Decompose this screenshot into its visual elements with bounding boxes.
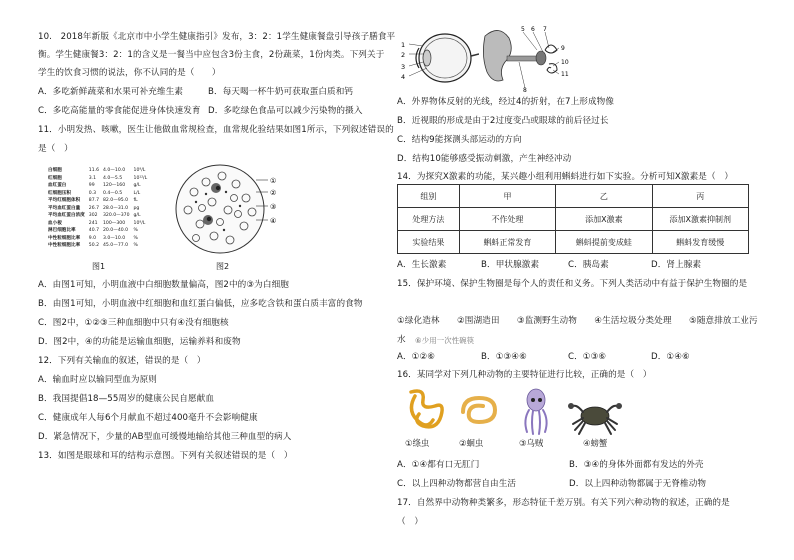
- crab-image: [567, 394, 623, 436]
- lab-cell: 50.2: [88, 243, 99, 248]
- q11-option-d: D．图2中，④的功能是运输血细胞，运输养料和废物: [38, 337, 241, 347]
- lab-cell: g/L: [133, 183, 141, 188]
- lab-row: [46, 220, 149, 228]
- fig2-label-3: ③: [270, 203, 277, 211]
- q10-stem-line-2: 衡。学生健康餐3：2：1的含义是一餐当中应包含3份主食，2份蔬菜，1份肉类。下列关于: [38, 50, 385, 60]
- lab-row: [46, 227, 149, 235]
- animal-caption-squid: ③乌贼: [519, 438, 544, 448]
- lab-cell: 中性粒细胞比率: [48, 235, 81, 241]
- q11-stem-line-2: 是（ ）: [38, 144, 73, 154]
- fig2-label-1: ①: [270, 177, 277, 185]
- lab-cell: 红细胞: [48, 175, 62, 181]
- ear-label-5: 5: [521, 26, 525, 33]
- lab-cell: 0.3: [88, 190, 97, 196]
- lab-cell: 10¹²/L: [133, 175, 148, 181]
- q14-table-cell: 不作处理: [459, 208, 555, 231]
- q15-items-line-2b: ⑥少用一次性碗筷: [415, 336, 475, 345]
- q10-option-d: D．多吃绿色食品可以减少污染物的摄入: [208, 106, 363, 116]
- lab-cell: 87.7: [88, 198, 99, 203]
- q16-option-d: D．以上四种动物都属于无脊椎动物: [569, 479, 707, 489]
- q14-table-row: [398, 231, 749, 254]
- eye-diagram: [399, 28, 479, 86]
- lab-cell: %: [133, 228, 138, 233]
- q17-stem-line-1: 17．自然界中动物种类繁多，形态特征千差万别。有关下列六种动物的叙述，正确的是: [397, 498, 730, 508]
- q11-option-c: C．图2中，①②③三种血细胞中只有④没有细胞核: [38, 318, 229, 328]
- lab-row: [46, 242, 149, 250]
- lab-cell: fL: [133, 198, 138, 203]
- q13-stem: 13．如图是眼球和耳的结构示意图。下列有关叙述错误的是（ ）: [38, 451, 293, 461]
- q14-table-cell: 实验结果: [398, 231, 460, 254]
- lab-cell: 320.0—370: [103, 213, 130, 218]
- lab-cell: 40.7: [88, 228, 99, 233]
- q14-table-cell: 组别: [398, 185, 460, 208]
- lab-cell: %: [133, 243, 138, 248]
- ear-label-6: 6: [531, 26, 535, 33]
- eye-label-1: 1: [401, 41, 406, 49]
- lab-cell: 血小板: [48, 220, 62, 226]
- lab-cell: 20.0—40.0: [103, 228, 129, 233]
- q10-stem-line-1: 10. 2018年新版《北京市中小学生健康指引》发布，3：2：1学生健康餐盘引导孩子膳食平: [38, 32, 396, 42]
- blood-test-table: [46, 167, 149, 250]
- q14-option-d: D．肾上腺素: [651, 260, 702, 270]
- q12-option-c: C．健康成年人每6个月献血不超过400毫升不会影响健康: [38, 413, 258, 423]
- ear-label-7: 7: [543, 26, 547, 33]
- q14-option-b: B．甲状腺激素: [481, 260, 540, 270]
- q17-stem-line-2: （ ）: [397, 517, 424, 527]
- q11-stem-line-1: 11．小明发热、咳嗽，医生让他做血常规检查，血常规化验结果如图1所示，下列叙述错误的: [38, 125, 394, 135]
- eye-label-4: 4: [401, 73, 406, 81]
- q16-stem: 16．某同学对下列几种动物的主要特征进行比较，正确的是（ ）: [397, 370, 652, 380]
- lab-cell: %: [133, 235, 138, 241]
- lab-cell: 白细胞: [48, 168, 62, 173]
- squid-image: [515, 386, 557, 436]
- lab-cell: 26.7: [88, 205, 99, 211]
- q15-items-line-2a: 水: [397, 335, 406, 345]
- lab-cell: 45.0—77.0: [103, 243, 129, 248]
- q15-option-b: B．①③④⑥: [481, 352, 527, 362]
- q14-table-cell: 处理方法: [398, 208, 460, 231]
- q10-option-a: A．多吃新鲜蔬菜和水果可补充维生素: [38, 87, 184, 97]
- lab-cell: 平均血红蛋白浓度: [48, 213, 85, 218]
- eye-label-2: 2: [401, 51, 406, 59]
- q14-table-cell: 蝌蚪提前变成蛙: [556, 231, 652, 254]
- q15-items-line-1: ①绿化造林 ②围湖造田 ③监测野生动物 ④生活垃圾分类处理 ⑤随意排放工业污: [397, 316, 758, 326]
- q14-table-cell: 甲: [459, 185, 555, 208]
- ear-label-8: 8: [523, 87, 527, 92]
- q11-option-a: A．由图1可知，小明血液中白细胞数量偏高，图2中的③为白细胞: [38, 280, 289, 290]
- q14-stem: 14．为探究X激素的功能，某兴趣小组利用蝌蚪进行如下实验。分析可知X激素是（ ）: [397, 172, 734, 182]
- q13-option-a: A．外界物体反射的光线，经过4的折射，在7上形成物像: [397, 97, 615, 107]
- lab-row: [46, 205, 149, 213]
- q14-table-cell: 添加X激素: [556, 208, 652, 231]
- lab-cell: 平均红细胞体积: [48, 198, 81, 203]
- q15-option-d: D．①④⑥: [651, 352, 690, 362]
- q13-option-b: B．近视眼的形成是由于2过度变凸或眼球的前后径过长: [397, 116, 609, 126]
- blood-smear-figure: [172, 162, 282, 257]
- lab-cell: 3.0—10.0: [103, 235, 126, 241]
- lab-cell: 中性粒细胞比率: [48, 243, 81, 248]
- lab-cell: 302: [88, 213, 98, 218]
- q15-stem: 15．保护环境、保护生物圈是每个人的责任和义务。下列人类活动中有益于保护生物圈的是: [397, 279, 748, 289]
- q12-option-a: A．输血时应以输同型血为原则: [38, 375, 157, 385]
- q16-option-b: B．③④的身体外面都有发达的外壳: [569, 460, 704, 470]
- lab-cell: 120—160: [103, 183, 126, 188]
- ear-diagram: [479, 26, 575, 92]
- lab-row: [46, 235, 149, 243]
- lab-cell: 血红蛋白: [48, 183, 67, 188]
- lab-cell: 10⁹/L: [133, 220, 146, 226]
- q14-table-cell: 添加X激素抑制剂: [652, 208, 748, 231]
- q10-option-c: C．多吃高能量的零食能促进身体快速发育: [38, 106, 201, 116]
- lab-cell: 淋巴细胞比率: [48, 228, 76, 233]
- roundworm-image: [455, 392, 503, 430]
- lab-cell: 99: [88, 183, 95, 188]
- animal-caption-crab: ④螃蟹: [583, 438, 608, 448]
- q14-option-a: A．生长激素: [397, 260, 447, 270]
- ear-label-11: 11: [561, 71, 569, 78]
- q16-option-c: C．以上四种动物都营自由生活: [397, 479, 517, 489]
- q14-option-c: C．胰岛素: [568, 260, 609, 270]
- ear-label-9: 9: [561, 45, 565, 52]
- q14-experiment-table: [397, 184, 749, 254]
- lab-row: [46, 212, 149, 220]
- lab-cell: 10⁹/L: [133, 168, 146, 173]
- q14-table-cell: 乙: [556, 185, 652, 208]
- q13-option-c: C．结构9能探测头部运动的方向: [397, 135, 522, 145]
- fig2-label-2: ②: [270, 189, 277, 197]
- animal-caption-tapeworm: ①绦虫: [405, 438, 430, 448]
- q13-option-d: D．结构10能够感受振动刺激，产生神经冲动: [397, 154, 572, 164]
- lab-row: [46, 167, 149, 175]
- fig2-caption: 图2: [216, 262, 230, 271]
- lab-row: [46, 190, 149, 198]
- lab-cell: 9.0: [88, 235, 97, 241]
- fig1-caption: 图1: [92, 262, 106, 271]
- lab-cell: 4.0—10.0: [103, 168, 126, 173]
- lab-cell: 241: [88, 220, 98, 226]
- q10-option-b: B．每天喝一杯牛奶可获取蛋白质和钙: [208, 87, 354, 97]
- lab-cell: 82.0—95.0: [103, 198, 129, 203]
- tapeworm-image: [405, 386, 449, 434]
- eye-label-3: 3: [401, 63, 406, 71]
- ear-label-10: 10: [561, 59, 569, 66]
- lab-cell: 3.1: [88, 175, 97, 181]
- q14-table-cell: 丙: [652, 185, 748, 208]
- q12-option-d: D．紧急情况下，少量的AB型血可缓慢地输给其他三种血型的病人: [38, 432, 292, 442]
- lab-row: [46, 182, 149, 190]
- animal-caption-roundworm: ②蛔虫: [459, 438, 484, 448]
- q15-option-c: C．①③⑥: [568, 352, 607, 362]
- lab-cell: L/L: [133, 190, 141, 196]
- lab-cell: 0.4—0.5: [103, 190, 123, 196]
- lab-row: [46, 175, 149, 183]
- q14-table-cell: 蝌蚪正常发育: [459, 231, 555, 254]
- q15-option-a: A．①②⑥: [397, 352, 436, 362]
- fig2-label-4: ④: [270, 217, 277, 225]
- q14-table-row: [398, 208, 749, 231]
- lab-cell: 红细胞压积: [48, 190, 71, 196]
- lab-cell: 平均血红蛋白量: [48, 205, 81, 211]
- lab-cell: 28.0—31.0: [103, 205, 129, 211]
- q14-table-cell: 蝌蚪发育缓慢: [652, 231, 748, 254]
- q16-option-a: A．①④都有口无肛门: [397, 460, 480, 470]
- lab-cell: g/L: [133, 213, 141, 218]
- q14-table-row: [398, 185, 749, 208]
- lab-cell: 100—300: [103, 220, 126, 226]
- q12-option-b: B．我国提倡18—55周岁的健康公民自愿献血: [38, 394, 215, 404]
- lab-cell: 11.6: [88, 168, 99, 173]
- lab-cell: pg: [133, 205, 140, 211]
- q12-stem: 12．下列有关输血的叙述，错误的是（ ）: [38, 356, 206, 366]
- lab-row: [46, 197, 149, 205]
- q10-stem-line-3: 学生的饮食习惯的说法，你不认同的是（ ）: [38, 68, 221, 78]
- q11-option-b: B．由图1可知，小明血液中红细胞和血红蛋白偏低，应多吃含铁和蛋白质丰富的食物: [38, 299, 363, 309]
- lab-cell: 4.0—5.5: [103, 175, 123, 181]
